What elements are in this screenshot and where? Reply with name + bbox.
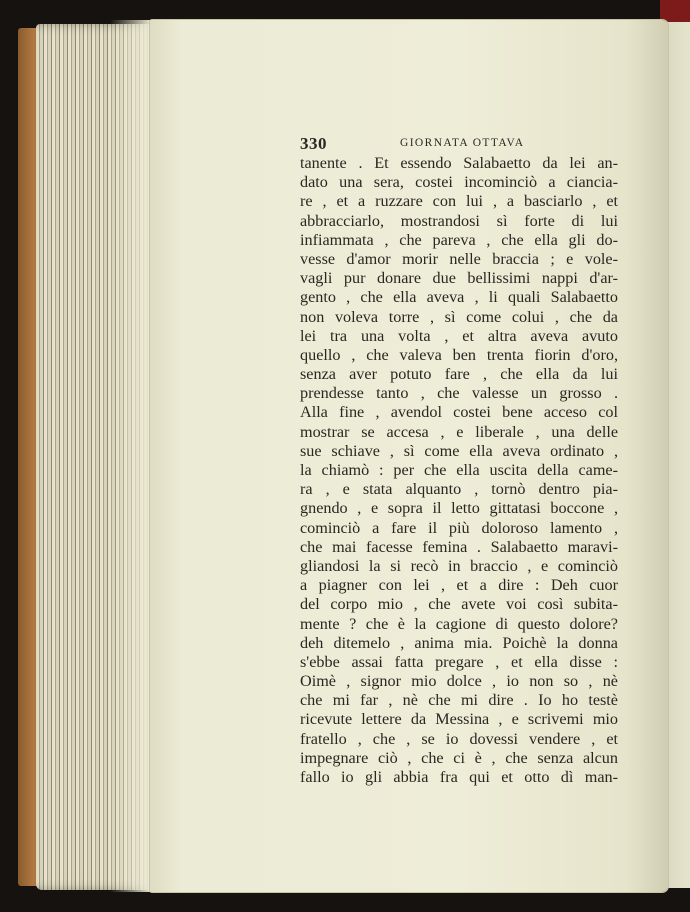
text-line: fratello , che , se io dovessi vendere , et — [300, 729, 618, 748]
running-head-title: GIORNATA OTTAVA — [400, 137, 525, 149]
body-text — [300, 154, 618, 787]
page-number: 330 — [300, 134, 327, 153]
text-line: fallo io gli abbia fra qui et otto dì man- — [300, 768, 618, 786]
text-line: gliandosi la si recò in braccio , e cominciò — [300, 556, 618, 575]
text-line: a piagner con lei , et a dire : Deh cuor — [300, 576, 618, 595]
text-line: abbracciarlo, mostrandosi sì forte di lui — [300, 211, 618, 230]
running-head — [300, 134, 618, 154]
text-line: non voleva torre , sì come colui , che da — [300, 307, 618, 326]
text-line: la chiamò : per che ella uscita della came- — [300, 461, 618, 479]
text-line: cominciò a fare il più doloroso lamento , — [300, 518, 618, 537]
text-line: sue schiave , sì come ella aveva ordinato , — [300, 441, 618, 460]
text-line: mostrar se accesa , e liberale , una delle — [300, 422, 618, 441]
text-line: mente ? che è la cagione di questo dolore? — [300, 614, 618, 633]
text-line: Oimè , signor mio dolce , io non so , nè — [300, 672, 618, 691]
text-line: gnendo , e sopra il letto gittatasi boccone , — [300, 499, 618, 518]
text-line: lei tra una volta , et altra aveva avuto — [300, 326, 618, 345]
text-line: gento , che ella aveva , li quali Salabaetto — [300, 288, 618, 307]
text-line: impegnare ciò , che ci è , che senza alcun — [300, 748, 618, 767]
text-line: re , et a ruzzare con lui , a basciarlo , et — [300, 192, 618, 211]
text-line: ricevute lettere da Messina , e scrivemi mio — [300, 710, 618, 729]
text-line: prendesse tanto , che valesse un grosso . — [300, 384, 618, 403]
text-line: vesse d'amor morir nelle braccia ; e vole- — [300, 249, 618, 268]
text-line: vagli pur donare due bellissimi nappi d'ar- — [300, 269, 618, 288]
text-line: infiammata , che pareva , che ella gli do- — [300, 230, 618, 249]
text-line: che mai facesse femina . Salabaetto maravi- — [300, 537, 618, 556]
page-text-block — [300, 134, 618, 787]
text-line: deh ditemelo , anima mia. Poichè la donna — [300, 633, 618, 652]
text-line: s'ebbe assai fatta pregare , et ella disse : — [300, 652, 618, 671]
text-line: tanente . Et essendo Salabaetto da lei an- — [300, 154, 618, 172]
text-line: senza aver potuto fare , che ella da lui — [300, 365, 618, 384]
text-line: del corpo mio , che avete voi così subita- — [300, 595, 618, 614]
text-line: quello , che valeva ben trenta fiorin d'oro, — [300, 345, 618, 364]
text-line: Alla fine , avendol costei bene acceso col — [300, 403, 618, 422]
text-line: dato una sera, costei incominciò a ciancia- — [300, 173, 618, 192]
text-line: che mi far , nè che mi dire . Io ho testè — [300, 691, 618, 710]
text-line: ra , e stata alquanto , tornò dentro pia- — [300, 480, 618, 499]
